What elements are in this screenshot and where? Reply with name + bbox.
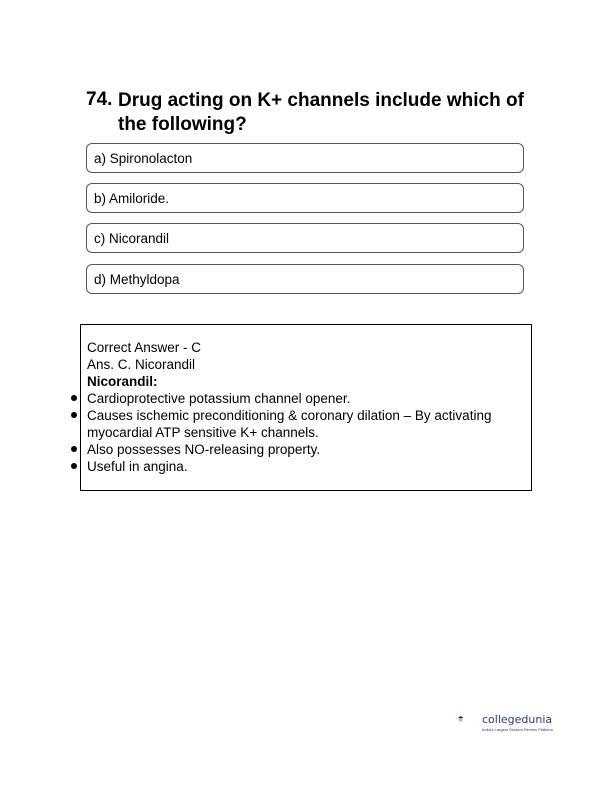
bullet-text: Also possesses NO-releasing property. (87, 442, 321, 457)
logo-tagline: India's Largest Student Review Platform (482, 727, 554, 732)
bullet-text: Cardioprotective potassium channel opener. (87, 391, 351, 406)
correct-answer: Correct Answer - C (87, 340, 202, 355)
question-number: 74. (86, 89, 113, 110)
question-text: Drug acting on K+ channels include which of the following? (118, 90, 524, 135)
answer-heading: Nicorandil: (87, 374, 158, 389)
option-d[interactable]: d) Methyldopa (86, 264, 524, 294)
option-a[interactable]: a) Spironolacton (86, 143, 524, 173)
collegedunia-logo-icon (458, 708, 482, 732)
bullet-text: Causes ischemic preconditioning & coronary dilation – By activating myocardial ATP sensitive K+ channels. (87, 408, 492, 440)
bullet-icon (71, 395, 77, 401)
bullet-icon (71, 412, 77, 418)
answer-line: Ans. C. Nicorandil (87, 357, 196, 372)
option-b[interactable]: b) Amiloride. (86, 183, 524, 213)
bullet-icon (71, 446, 77, 452)
bullet-text: Useful in angina. (87, 459, 188, 474)
bullet-icon (71, 463, 77, 469)
logo-name: collegedunia (482, 713, 553, 726)
option-c[interactable]: c) Nicorandil (86, 223, 524, 253)
